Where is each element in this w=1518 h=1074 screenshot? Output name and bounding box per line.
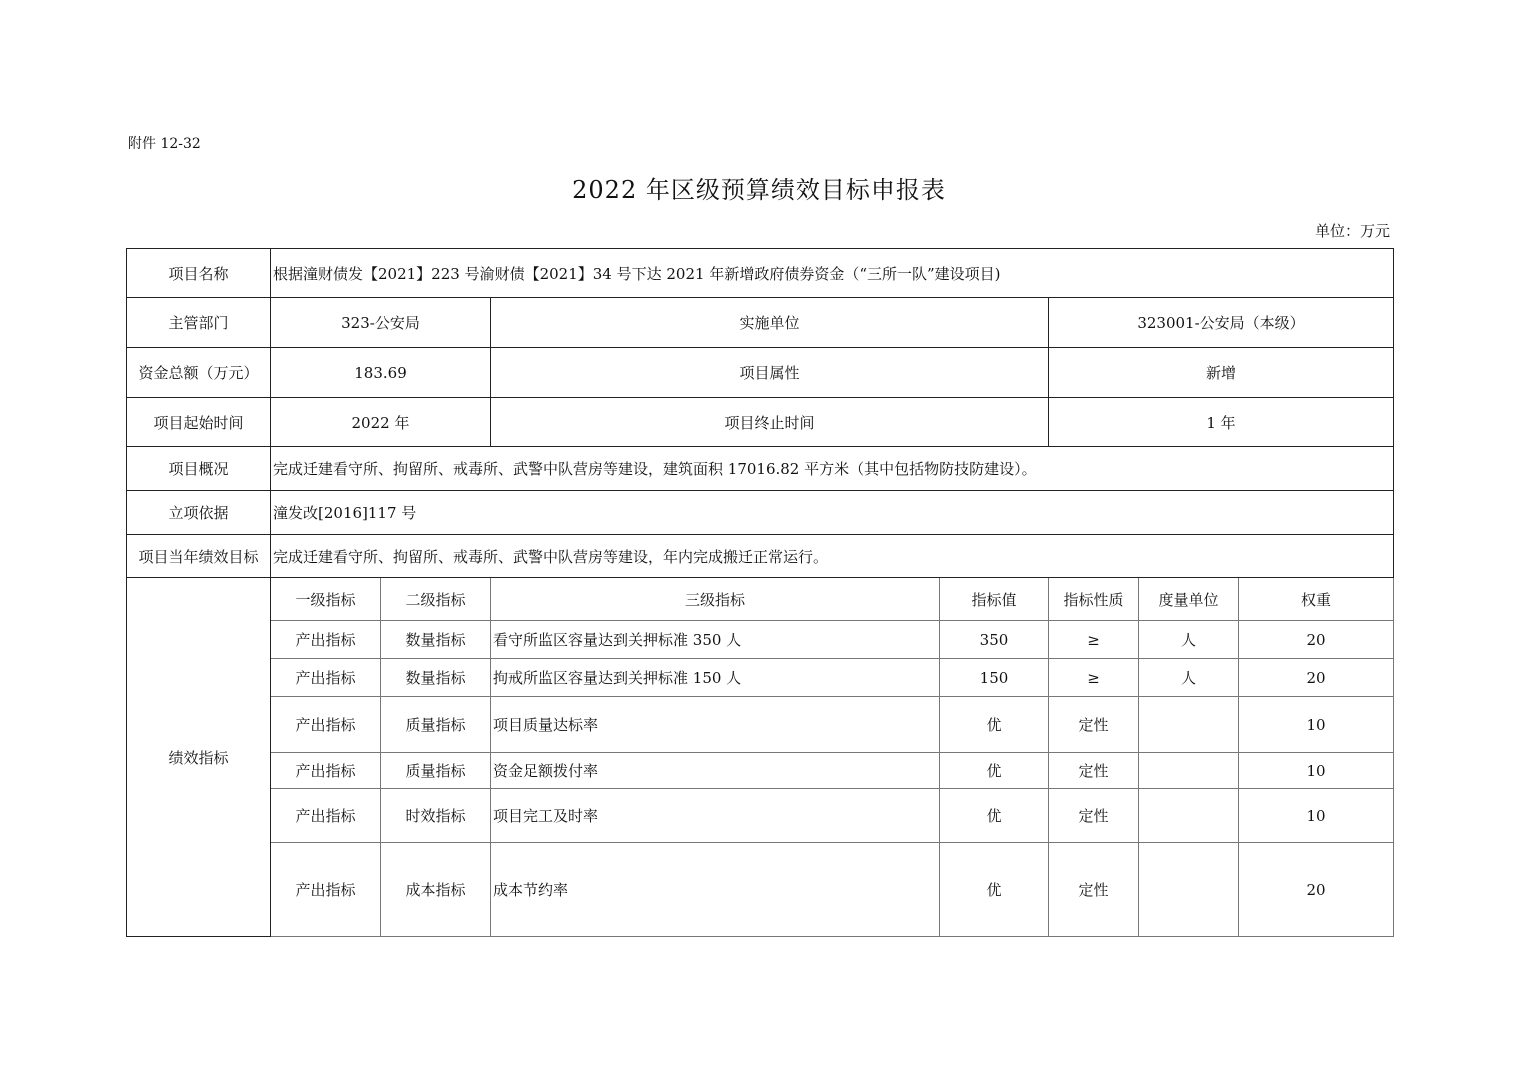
attachment-number: 附件 12-32 bbox=[128, 136, 201, 152]
header-level1: 一级指标 bbox=[271, 578, 381, 621]
cell-value: 优 bbox=[940, 697, 1049, 753]
cell-nature: 定性 bbox=[1049, 697, 1139, 753]
cell-level1: 产出指标 bbox=[271, 843, 381, 937]
cell-unit bbox=[1139, 753, 1239, 789]
page-title: 2022 年区级预算绩效目标申报表 bbox=[572, 176, 946, 204]
header-unit: 度量单位 bbox=[1139, 578, 1239, 621]
cell-unit bbox=[1139, 697, 1239, 753]
cell-weight: 10 bbox=[1239, 789, 1394, 843]
impl-label: 实施单位 bbox=[491, 298, 1049, 348]
end-label: 项目终止时间 bbox=[491, 398, 1049, 447]
cell-level3: 拘戒所监区容量达到关押标准 150 人 bbox=[491, 659, 940, 697]
budget-target-table bbox=[126, 248, 1394, 937]
cell-value: 150 bbox=[940, 659, 1049, 697]
cell-level2: 数量指标 bbox=[381, 621, 491, 659]
cell-weight: 10 bbox=[1239, 753, 1394, 789]
row-basis bbox=[127, 491, 1394, 535]
indicator-section-label: 绩效指标 bbox=[127, 578, 271, 937]
dept-value: 323-公安局 bbox=[271, 298, 491, 348]
cell-level2: 质量指标 bbox=[381, 753, 491, 789]
unit-label: 单位：万元 bbox=[1314, 222, 1390, 240]
table-row bbox=[127, 659, 1394, 697]
end-value: 1 年 bbox=[1049, 398, 1394, 447]
cell-unit: 人 bbox=[1139, 659, 1239, 697]
cell-nature: 定性 bbox=[1049, 753, 1139, 789]
goal-value: 完成迁建看守所、拘留所、戒毒所、武警中队营房等建设，年内完成搬迁正常运行。 bbox=[271, 535, 1394, 578]
header-level3: 三级指标 bbox=[491, 578, 940, 621]
cell-level3: 项目完工及时率 bbox=[491, 789, 940, 843]
header-nature: 指标性质 bbox=[1049, 578, 1139, 621]
basis-value: 潼发改[2016]117 号 bbox=[271, 491, 1394, 535]
overview-label: 项目概况 bbox=[127, 447, 271, 491]
cell-value: 优 bbox=[940, 789, 1049, 843]
cell-value: 350 bbox=[940, 621, 1049, 659]
row-overview bbox=[127, 447, 1394, 491]
header-level2: 二级指标 bbox=[381, 578, 491, 621]
cell-value: 优 bbox=[940, 753, 1049, 789]
row-department bbox=[127, 298, 1394, 348]
start-label: 项目起始时间 bbox=[127, 398, 271, 447]
cell-nature: ≥ bbox=[1049, 659, 1139, 697]
attr-label: 项目属性 bbox=[491, 348, 1049, 398]
cell-nature: 定性 bbox=[1049, 789, 1139, 843]
row-goal bbox=[127, 535, 1394, 578]
cell-level3: 资金足额拨付率 bbox=[491, 753, 940, 789]
cell-weight: 20 bbox=[1239, 843, 1394, 937]
cell-level1: 产出指标 bbox=[271, 659, 381, 697]
start-value: 2022 年 bbox=[271, 398, 491, 447]
row-time bbox=[127, 398, 1394, 447]
cell-nature: 定性 bbox=[1049, 843, 1139, 937]
cell-weight: 20 bbox=[1239, 621, 1394, 659]
row-project-name bbox=[127, 249, 1394, 298]
project-name-value: 根据潼财债发【2021】223 号渝财债【2021】34 号下达 2021 年新增政府债券资金（“三所一队”建设项目) bbox=[271, 249, 1394, 298]
cell-nature: ≥ bbox=[1049, 621, 1139, 659]
cell-level1: 产出指标 bbox=[271, 789, 381, 843]
cell-level1: 产出指标 bbox=[271, 753, 381, 789]
header-value: 指标值 bbox=[940, 578, 1049, 621]
cell-weight: 20 bbox=[1239, 659, 1394, 697]
attr-value: 新增 bbox=[1049, 348, 1394, 398]
cell-level1: 产出指标 bbox=[271, 697, 381, 753]
indicator-header-row bbox=[127, 578, 1394, 621]
project-name-label: 项目名称 bbox=[127, 249, 271, 298]
goal-label: 项目当年绩效目标 bbox=[127, 535, 271, 578]
cell-unit bbox=[1139, 789, 1239, 843]
cell-weight: 10 bbox=[1239, 697, 1394, 753]
fund-label: 资金总额（万元） bbox=[127, 348, 271, 398]
table-row bbox=[127, 789, 1394, 843]
cell-level2: 数量指标 bbox=[381, 659, 491, 697]
fund-value: 183.69 bbox=[271, 348, 491, 398]
header-weight: 权重 bbox=[1239, 578, 1394, 621]
cell-level2: 时效指标 bbox=[381, 789, 491, 843]
table-row bbox=[127, 753, 1394, 789]
cell-value: 优 bbox=[940, 843, 1049, 937]
cell-level3: 成本节约率 bbox=[491, 843, 940, 937]
basis-label: 立项依据 bbox=[127, 491, 271, 535]
table-row bbox=[127, 621, 1394, 659]
dept-label: 主管部门 bbox=[127, 298, 271, 348]
row-fund bbox=[127, 348, 1394, 398]
cell-unit bbox=[1139, 843, 1239, 937]
overview-value: 完成迁建看守所、拘留所、戒毒所、武警中队营房等建设，建筑面积 17016.82 平方米（其中包括物防技防建设）。 bbox=[271, 447, 1394, 491]
cell-level2: 成本指标 bbox=[381, 843, 491, 937]
cell-level3: 看守所监区容量达到关押标准 350 人 bbox=[491, 621, 940, 659]
table-row bbox=[127, 697, 1394, 753]
impl-value: 323001-公安局（本级） bbox=[1049, 298, 1394, 348]
table-row bbox=[127, 843, 1394, 937]
cell-level1: 产出指标 bbox=[271, 621, 381, 659]
cell-level2: 质量指标 bbox=[381, 697, 491, 753]
cell-level3: 项目质量达标率 bbox=[491, 697, 940, 753]
cell-unit: 人 bbox=[1139, 621, 1239, 659]
